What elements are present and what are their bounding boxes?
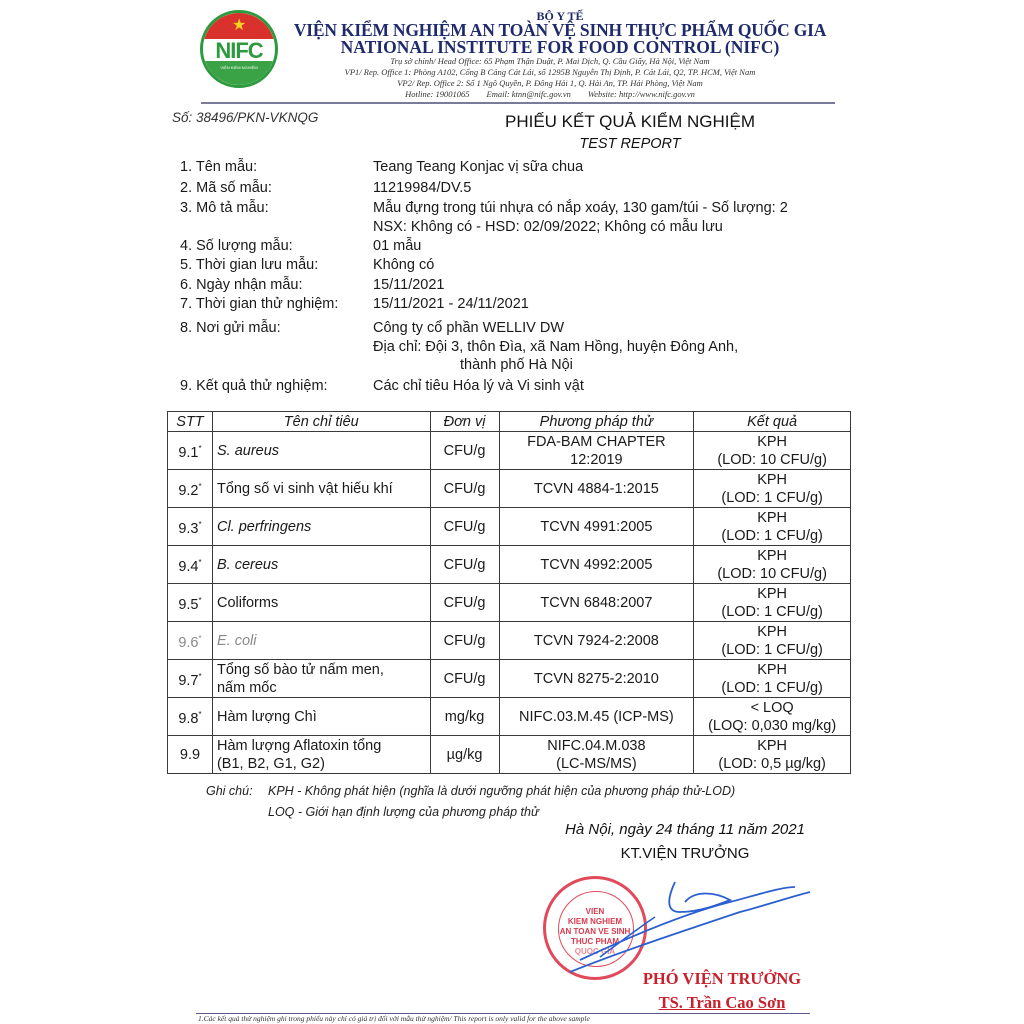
institute-name-vn: VIỆN KIỂM NGHIỆM AN TOÀN VỆ SINH THỰC PHẨM QUỐC GIA (293, 20, 827, 40)
table-row (168, 432, 851, 470)
cell-method: TCVN 4884-1:2015 (499, 470, 694, 508)
info-label: 4. Số lượng mẫu: (180, 238, 293, 254)
table-row (168, 470, 851, 508)
header-parameter: Tên chỉ tiêu (212, 412, 430, 432)
table-row (168, 546, 851, 584)
handwritten-signature-icon (560, 872, 820, 982)
info-value: 11219984/DV.5 (373, 180, 472, 196)
cell-result: KPH (LOD: 1 CFU/g) (694, 660, 851, 698)
signer-position: PHÓ VIỆN TRƯỞNG (642, 969, 802, 988)
cell-parameter: Hàm lượng Chì (212, 698, 430, 736)
info-value: Địa chỉ: Đội 3, thôn Đìa, xã Nam Hồng, huyện Đông Anh, (373, 339, 739, 355)
cell-result: KPH (LOD: 0,5 µg/kg) (694, 736, 851, 774)
info-value: thành phố Hà Nội (460, 357, 573, 373)
info-value: Teang Teang Konjac vị sữa chua (373, 159, 584, 175)
cell-result: KPH (LOD: 1 CFU/g) (694, 470, 851, 508)
cell-parameter: Hàm lượng Aflatoxin tổng (B1, B2, G1, G2) (212, 736, 430, 774)
place-date: Hà Nội, ngày 24 tháng 11 năm 2021 (565, 821, 805, 838)
info-value: 01 mẫu (373, 238, 422, 254)
info-label: 7. Thời gian thử nghiệm: (180, 296, 339, 312)
note-kph: KPH - Không phát hiện (nghĩa là dưới ngưỡng phát hiện của phương pháp thử-LOD) (268, 784, 736, 798)
cell-stt: 9.4* (168, 546, 213, 584)
logo-text: NIFC (215, 38, 263, 63)
results-table (167, 411, 851, 774)
cell-unit: mg/kg (430, 698, 499, 736)
star-icon: ★ (232, 17, 247, 34)
table-row (168, 508, 851, 546)
cell-stt: 9.7* (168, 660, 213, 698)
cell-method: TCVN 4991:2005 (499, 508, 694, 546)
cell-unit: CFU/g (430, 508, 499, 546)
table-header-row (168, 412, 851, 432)
info-label: 2. Mã số mẫu: (180, 180, 272, 196)
cell-parameter: Coliforms (212, 584, 430, 622)
info-label: 3. Mô tả mẫu: (180, 200, 269, 216)
cell-stt: 9.1* (168, 432, 213, 470)
info-label: 1. Tên mẫu: (180, 159, 258, 175)
head-office-address: Trụ sở chính/ Head Office: 65 Phạm Thận Duật, P. Mai Dịch, Q. Cầu Giấy, Hà Nội, Việt Nam (390, 56, 710, 66)
cell-unit: CFU/g (430, 660, 499, 698)
info-value: NSX: Không có - HSD: 02/09/2022; Không có mẫu lưu (373, 219, 723, 235)
cell-parameter: S. aureus (212, 432, 430, 470)
logo-subtext: VIỆN KIỂM NGHIỆM (220, 65, 258, 70)
table-row (168, 622, 851, 660)
cell-unit: CFU/g (430, 622, 499, 660)
info-value: Công ty cổ phần WELLIV DW (373, 320, 564, 336)
info-label: 6. Ngày nhận mẫu: (180, 277, 303, 293)
document-subtitle: TEST REPORT (579, 136, 681, 152)
table-row (168, 698, 851, 736)
contact-line: Hotline: 19001065 Email: ktnn@nifc.gov.vn Website: http://www.nifc.gov.vn (405, 89, 695, 99)
cell-parameter: Cl. perfringens (212, 508, 430, 546)
cell-method: TCVN 6848:2007 (499, 584, 694, 622)
cell-result: KPH (LOD: 1 CFU/g) (694, 584, 851, 622)
header-divider (201, 102, 835, 104)
cell-method: NIFC.04.M.038 (LC-MS/MS) (499, 736, 694, 774)
rep-office-1-address: VP1/ Rep. Office 1: Phòng A102, Cổng B Cảng Cát Lái, số 1295B Nguyễn Thị Định, P. Cát Lái, Q2, TP. HCM, Việt Nam (344, 67, 756, 77)
header-unit: Đơn vị (430, 412, 499, 432)
official-stamp: VIEN KIEM NGHIEM AN TOAN VE SINH THUC PHAM QUOC GIA (543, 876, 647, 980)
info-label: 9. Kết quả thử nghiệm: (180, 378, 328, 394)
signer-name: TS. Trần Cao Sơn (658, 993, 786, 1012)
institute-name-en: NATIONAL INSTITUTE FOR FOOD CONTROL (NIFC) (340, 37, 780, 57)
cell-unit: CFU/g (430, 470, 499, 508)
cell-result: KPH (LOD: 10 CFU/g) (694, 546, 851, 584)
cell-parameter: E. coli (212, 622, 430, 660)
document-title: PHIẾU KẾT QUẢ KIỂM NGHIỆM (504, 112, 755, 131)
document-number: Số: 38496/PKN-VKNQG (172, 110, 319, 125)
info-value: 15/11/2021 (373, 277, 445, 293)
table-row (168, 660, 851, 698)
cell-method: NIFC.03.M.45 (ICP-MS) (499, 698, 694, 736)
cell-stt: 9.5* (168, 584, 213, 622)
header-method: Phương pháp thử (499, 412, 694, 432)
cell-method: TCVN 7924-2:2008 (499, 622, 694, 660)
cell-stt: 9.6* (168, 622, 213, 660)
ministry-name: BỘ Y TẾ (536, 9, 584, 23)
cell-parameter: Tổng số bào tử nấm men, nấm mốc (212, 660, 430, 698)
signing-authority: KT.VIỆN TRƯỞNG (620, 845, 750, 862)
info-value: Các chỉ tiêu Hóa lý và Vi sinh vật (373, 378, 584, 394)
cell-stt: 9.8* (168, 698, 213, 736)
cell-stt: 9.9 (168, 736, 213, 774)
header-result: Kết quả (694, 412, 851, 432)
cell-parameter: Tổng số vi sinh vật hiếu khí (212, 470, 430, 508)
cell-unit: CFU/g (430, 432, 499, 470)
info-value: Mẫu đựng trong túi nhựa có nắp xoáy, 130 gam/túi - Số lượng: 2 (373, 200, 788, 216)
info-label: 5. Thời gian lưu mẫu: (180, 257, 319, 273)
cell-unit: µg/kg (430, 736, 499, 774)
cell-result: KPH (LOD: 10 CFU/g) (694, 432, 851, 470)
cell-unit: CFU/g (430, 584, 499, 622)
table-row (168, 584, 851, 622)
note-loq: LOQ - Giới hạn định lượng của phương pháp thử (268, 805, 539, 819)
header-stt: STT (168, 412, 213, 432)
rep-office-2-address: VP2/ Rep. Office 2: Số 1 Ngô Quyền, P. Đông Hải 1, Q. Hải An, TP. Hải Phòng, Việt Nam (397, 78, 703, 88)
cell-parameter: B. cereus (212, 546, 430, 584)
cell-method: TCVN 4992:2005 (499, 546, 694, 584)
footer-disclaimer: 1.Các kết quả thử nghiệm ghi trong phiếu này chỉ có giá trị đối với mẫu thử nghiệm/ This report is only valid for the above sample (198, 1014, 590, 1023)
info-label: 8. Nơi gửi mẫu: (180, 320, 281, 336)
info-value: 15/11/2021 - 24/11/2021 (373, 296, 529, 312)
notes-label: Ghi chú: (206, 784, 253, 798)
cell-stt: 9.3* (168, 508, 213, 546)
cell-method: FDA-BAM CHAPTER 12:2019 (499, 432, 694, 470)
cell-stt: 9.2* (168, 470, 213, 508)
cell-unit: CFU/g (430, 546, 499, 584)
cell-result: KPH (LOD: 1 CFU/g) (694, 508, 851, 546)
cell-method: TCVN 8275-2:2010 (499, 660, 694, 698)
info-value: Không có (373, 257, 435, 273)
table-row (168, 736, 851, 774)
cell-result: KPH (LOD: 1 CFU/g) (694, 622, 851, 660)
cell-result: < LOQ (LOQ: 0,030 mg/kg) (694, 698, 851, 736)
